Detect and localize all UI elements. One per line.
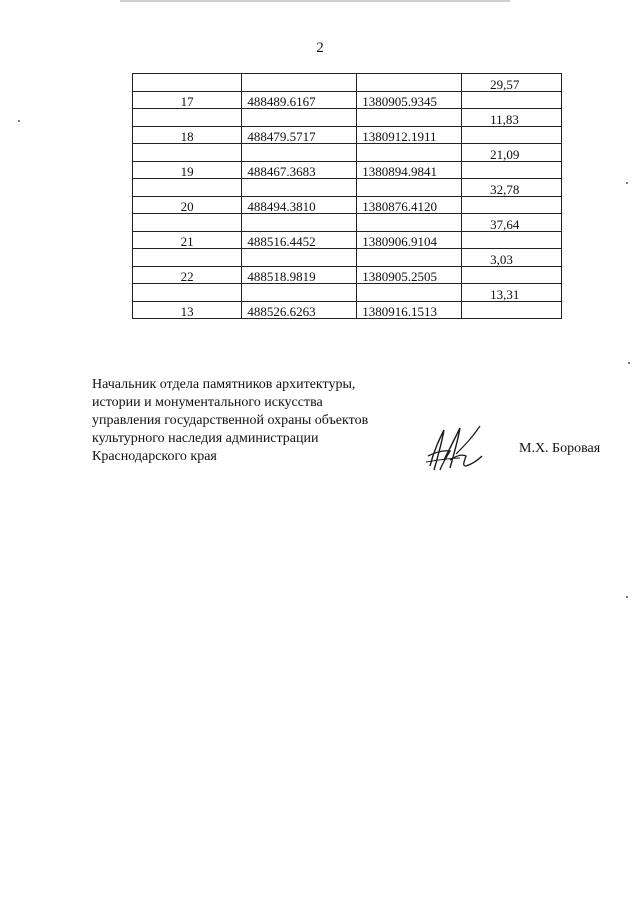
- table-row: [133, 214, 562, 232]
- x-coordinate-cell: 488526.6263: [242, 301, 357, 319]
- point-number-cell: [133, 74, 242, 92]
- x-coordinate-cell: [242, 109, 357, 127]
- y-coordinate-cell: [357, 214, 462, 232]
- y-coordinate-cell: 1380894.9841: [357, 161, 462, 179]
- table-row: [133, 179, 562, 197]
- table-row: [133, 144, 562, 162]
- segment-length-cell: [462, 301, 562, 319]
- segment-length-cell: [462, 126, 562, 144]
- scan-speck: [18, 120, 20, 122]
- segment-length-cell: [462, 231, 562, 249]
- x-coordinate-cell: 488479.5717: [242, 126, 357, 144]
- segment-length-cell: [462, 91, 562, 109]
- segment-length-cell: [462, 266, 562, 284]
- segment-length-cell: 32,78: [462, 179, 562, 197]
- x-coordinate-cell: 488494.3810: [242, 196, 357, 214]
- table-row: [133, 231, 562, 249]
- x-coordinate-cell: 488467.3683: [242, 161, 357, 179]
- table-row: [133, 126, 562, 144]
- point-number-cell: 22: [133, 266, 242, 284]
- x-coordinate-cell: 488516.4452: [242, 231, 357, 249]
- point-number-cell: [133, 144, 242, 162]
- x-coordinate-cell: [242, 74, 357, 92]
- y-coordinate-cell: [357, 74, 462, 92]
- signatory-title-line: истории и монументального искусства: [92, 395, 323, 410]
- point-number-cell: [133, 249, 242, 267]
- y-coordinate-cell: 1380905.9345: [357, 91, 462, 109]
- y-coordinate-cell: [357, 249, 462, 267]
- x-coordinate-cell: [242, 284, 357, 302]
- scan-speck: [626, 596, 628, 598]
- point-number-cell: 20: [133, 196, 242, 214]
- y-coordinate-cell: [357, 109, 462, 127]
- coordinates-table: [132, 73, 562, 319]
- table-row: [133, 161, 562, 179]
- x-coordinate-cell: 488489.6167: [242, 91, 357, 109]
- x-coordinate-cell: [242, 144, 357, 162]
- scan-speck: [628, 362, 630, 364]
- y-coordinate-cell: 1380916.1513: [357, 301, 462, 319]
- page-number: 2: [316, 40, 324, 56]
- point-number-cell: [133, 214, 242, 232]
- x-coordinate-cell: [242, 214, 357, 232]
- signatory-title: [92, 376, 368, 466]
- y-coordinate-cell: [357, 179, 462, 197]
- x-coordinate-cell: [242, 249, 357, 267]
- x-coordinate-cell: 488518.9819: [242, 266, 357, 284]
- signatory-title-line: культурного наследия администрации: [92, 431, 319, 446]
- table-row: [133, 284, 562, 302]
- point-number-cell: [133, 179, 242, 197]
- table-row: [133, 249, 562, 267]
- segment-length-cell: [462, 161, 562, 179]
- segment-length-cell: 3,03: [462, 249, 562, 267]
- segment-length-cell: 11,83: [462, 109, 562, 127]
- point-number-cell: 13: [133, 301, 242, 319]
- table-row: [133, 196, 562, 214]
- table-row: [133, 74, 562, 92]
- signatory-title-line: Краснодарского края: [92, 449, 217, 464]
- point-number-cell: [133, 109, 242, 127]
- point-number-cell: 19: [133, 161, 242, 179]
- point-number-cell: [133, 284, 242, 302]
- segment-length-cell: 29,57: [462, 74, 562, 92]
- y-coordinate-cell: 1380876.4120: [357, 196, 462, 214]
- y-coordinate-cell: [357, 144, 462, 162]
- y-coordinate-cell: [357, 284, 462, 302]
- table-row: [133, 91, 562, 109]
- y-coordinate-cell: 1380912.1911: [357, 126, 462, 144]
- segment-length-cell: 37,64: [462, 214, 562, 232]
- signatory-title-line: Начальник отдела памятников архитектуры,: [92, 377, 356, 392]
- y-coordinate-cell: 1380906.9104: [357, 231, 462, 249]
- table-row: [133, 301, 562, 319]
- signatory-name: М.Х. Боровая: [519, 441, 601, 456]
- scan-edge-line: [120, 0, 510, 2]
- handwritten-signature: [420, 420, 490, 476]
- point-number-cell: 18: [133, 126, 242, 144]
- table-row: [133, 109, 562, 127]
- x-coordinate-cell: [242, 179, 357, 197]
- point-number-cell: 17: [133, 91, 242, 109]
- point-number-cell: 21: [133, 231, 242, 249]
- scan-speck: [626, 182, 628, 184]
- segment-length-cell: [462, 196, 562, 214]
- segment-length-cell: 13,31: [462, 284, 562, 302]
- signatory-title-line: управления государственной охраны объектов: [92, 413, 369, 428]
- table-row: [133, 266, 562, 284]
- y-coordinate-cell: 1380905.2505: [357, 266, 462, 284]
- segment-length-cell: 21,09: [462, 144, 562, 162]
